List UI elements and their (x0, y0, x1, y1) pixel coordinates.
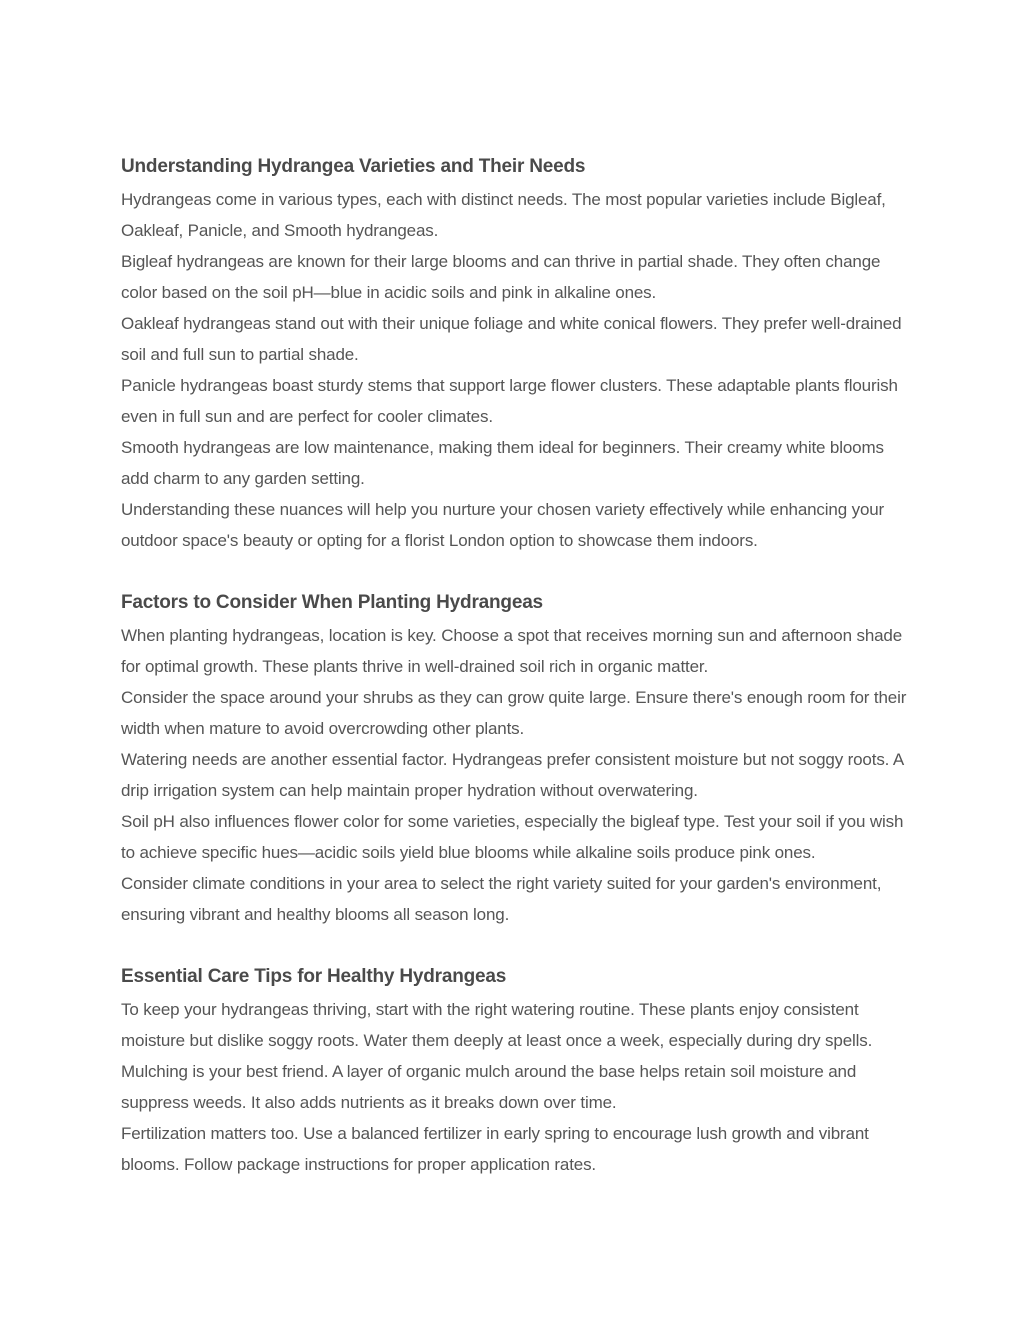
section-heading: Factors to Consider When Planting Hydrangeas (121, 592, 543, 613)
document-page (121, 152, 911, 1212)
section-planting-factors (121, 588, 911, 930)
paragraph: Consider the space around your shrubs as they can grow quite large. Ensure there's enough room for their width when mature to avoid overcrowding other plants. (121, 688, 907, 738)
paragraph: Watering needs are another essential factor. Hydrangeas prefer consistent moisture but not soggy roots. A drip irrigation system can help maintain proper hydration without overwatering. (121, 750, 904, 800)
paragraph: Hydrangeas come in various types, each with distinct needs. The most popular varieties include Bigleaf, Oakleaf, Panicle, and Smooth hydrangeas. (121, 190, 886, 240)
paragraph: When planting hydrangeas, location is key. Choose a spot that receives morning sun and afternoon shade for optimal growth. These plants thrive in well-drained soil rich in organic matter. (121, 626, 903, 676)
paragraph: Fertilization matters too. Use a balanced fertilizer in early spring to encourage lush growth and vibrant blooms. Follow package instructions for proper application rates. (121, 1124, 869, 1174)
paragraph: Panicle hydrangeas boast sturdy stems that support large flower clusters. These adaptable plants flourish even in full sun and are perfect for cooler climates. (121, 376, 898, 426)
paragraph: Smooth hydrangeas are low maintenance, making them ideal for beginners. Their creamy white blooms add charm to any garden setting. (121, 438, 884, 488)
paragraph: Consider climate conditions in your area to select the right variety suited for your garden's environment, ensuring vibrant and healthy blooms all season long. (121, 874, 882, 924)
section-hydrangea-varieties (121, 152, 911, 556)
paragraph: Understanding these nuances will help you nurture your chosen variety effectively while enhancing your outdoor space's beauty or opting for a florist London option to showcase them indoors. (121, 500, 885, 550)
paragraph: Bigleaf hydrangeas are known for their large blooms and can thrive in partial shade. They often change color based on the soil pH—blue in acidic soils and pink in alkaline ones. (121, 252, 881, 302)
paragraph: Mulching is your best friend. A layer of organic mulch around the base helps retain soil moisture and suppress weeds. It also adds nutrients as it breaks down over time. (121, 1062, 857, 1112)
paragraph: To keep your hydrangeas thriving, start with the right watering routine. These plants enjoy consistent moisture but dislike soggy roots. Water them deeply at least once a week, especially during dry spells. (121, 1000, 873, 1050)
paragraph: Oakleaf hydrangeas stand out with their unique foliage and white conical flowers. They prefer well-drained soil and full sun to partial shade. (121, 314, 902, 364)
paragraph: Soil pH also influences flower color for some varieties, especially the bigleaf type. Test your soil if you wish to achieve specific hues—acidic soils yield blue blooms while alkaline soils produce pink ones. (121, 812, 904, 862)
section-heading: Essential Care Tips for Healthy Hydrangeas (121, 966, 507, 987)
section-care-tips (121, 962, 911, 1180)
section-heading: Understanding Hydrangea Varieties and Their Needs (121, 156, 586, 177)
